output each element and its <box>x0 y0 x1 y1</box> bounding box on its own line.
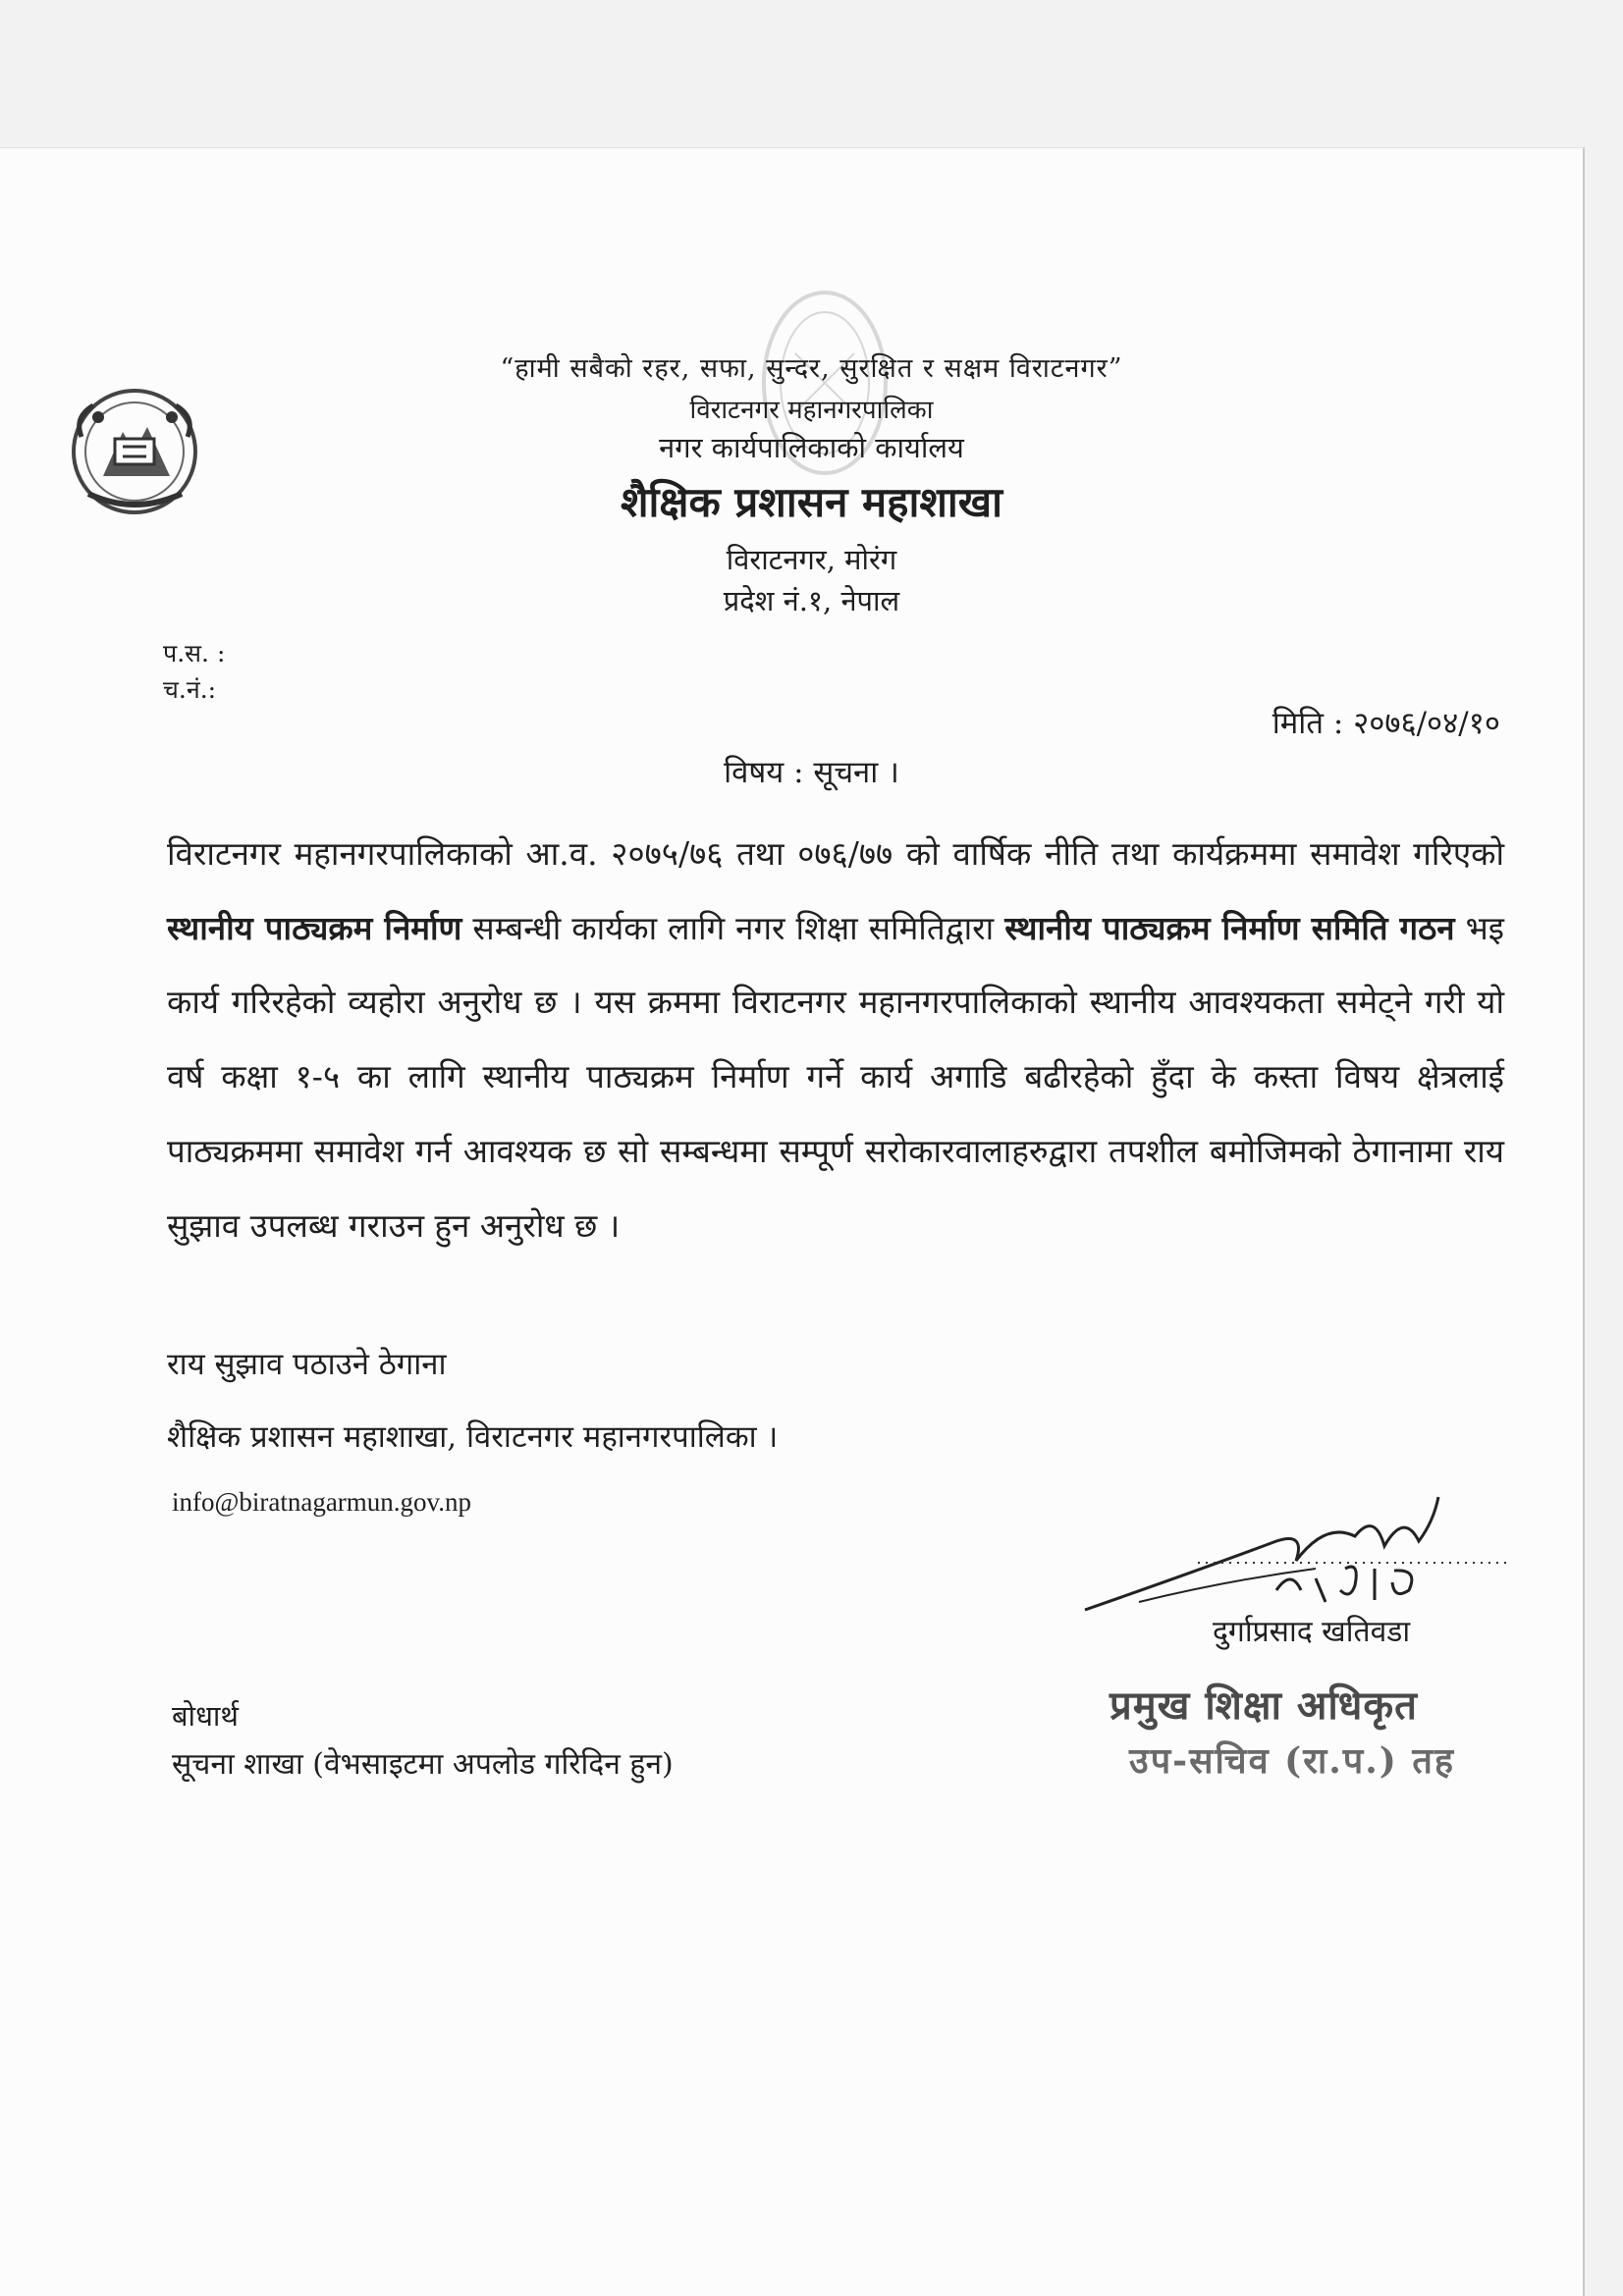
body-bold-phrase: स्थानीय पाठ्यक्रम निर्माण समिति गठन <box>1004 908 1455 947</box>
designation-stamp: प्रमुख शिक्षा अधिकृत <box>1109 1682 1418 1729</box>
rank-stamp: उप-सचिव (रा.प.) तह <box>1129 1740 1455 1782</box>
office-location: विराटनगर, मोरंग <box>726 543 897 576</box>
letter-subject: विषय : सूचना । <box>724 755 899 790</box>
cc-recipient: सूचना शाखा (वेभसाइटमा अपलोड गरिदिन हुन) <box>172 1747 674 1782</box>
office-name: नगर कार्यपालिकाको कार्यालय <box>659 431 964 464</box>
notice-body <box>167 817 1504 1262</box>
body-bold-phrase: स्थानीय पाठ्यक्रम निर्माण <box>167 908 462 947</box>
address-line: शैक्षिक प्रशासन महाशाखा, विराटनगर महानगरपालिका । <box>167 1419 779 1455</box>
office-province: प्रदेश नं.१, नेपाल <box>723 584 900 617</box>
municipality-slogan: “हामी सबैको रहर, सफा, सुन्दर, सुरक्षित र सक्षम विराटनगर” <box>500 353 1123 384</box>
contact-email[interactable]: info@biratnagarmun.gov.np <box>172 1487 472 1517</box>
body-text-part: विराटनगर महानगरपालिकाको आ.व. २०७५/७६ तथा ०७६/७७ को वार्षिक नीति तथा कार्यक्रममा समावेश गरिएको <box>167 834 1504 873</box>
handwritten-signature <box>1080 1492 1512 1620</box>
letter-date: मिति : २०७६/०४/१० <box>1271 706 1500 741</box>
branch-title: शैक्षिक प्रशासन महाशाखा <box>620 478 1003 526</box>
dispatch-number-label: च.नं.: <box>163 675 217 704</box>
address-heading: राय सुझाव पठाउने ठेगाना <box>167 1347 447 1382</box>
municipality-name: विराटनगर महानगरपालिका <box>689 396 934 425</box>
body-text-part: भइ कार्य गरिरहेको व्यहोरा अनुरोध छ । यस क्रममा विराटनगर महानगरपालिकाको स्थानीय आवश्यकता समेट्ने गरी यो वर्ष कक्षा १-५ का लागि स्थानीय पाठ्यक्रम निर्माण गर्ने कार्य अगाडि बढीरहेको हुँदा के कस्ता विषय क्षेत्रलाई पाठ्यक्रममा समावेश गर्न आवश्यक छ सो सम्बन्धमा सम्पूर्ण सरोकारवालाहरुद्वारा तपशील बमोजिमको ठेगानामा राय सुझाव उपलब्ध गराउन हुन अनुरोध छ । <box>167 908 1504 1245</box>
signatory-name: दुर्गाप्रसाद खतिवडा <box>1213 1615 1411 1649</box>
cc-heading: बोधार्थ <box>172 1699 239 1733</box>
letter-number-label: प.स. : <box>163 639 226 667</box>
body-text-part: सम्बन्धी कार्यका लागि नगर शिक्षा समितिद्वारा <box>461 908 1005 947</box>
